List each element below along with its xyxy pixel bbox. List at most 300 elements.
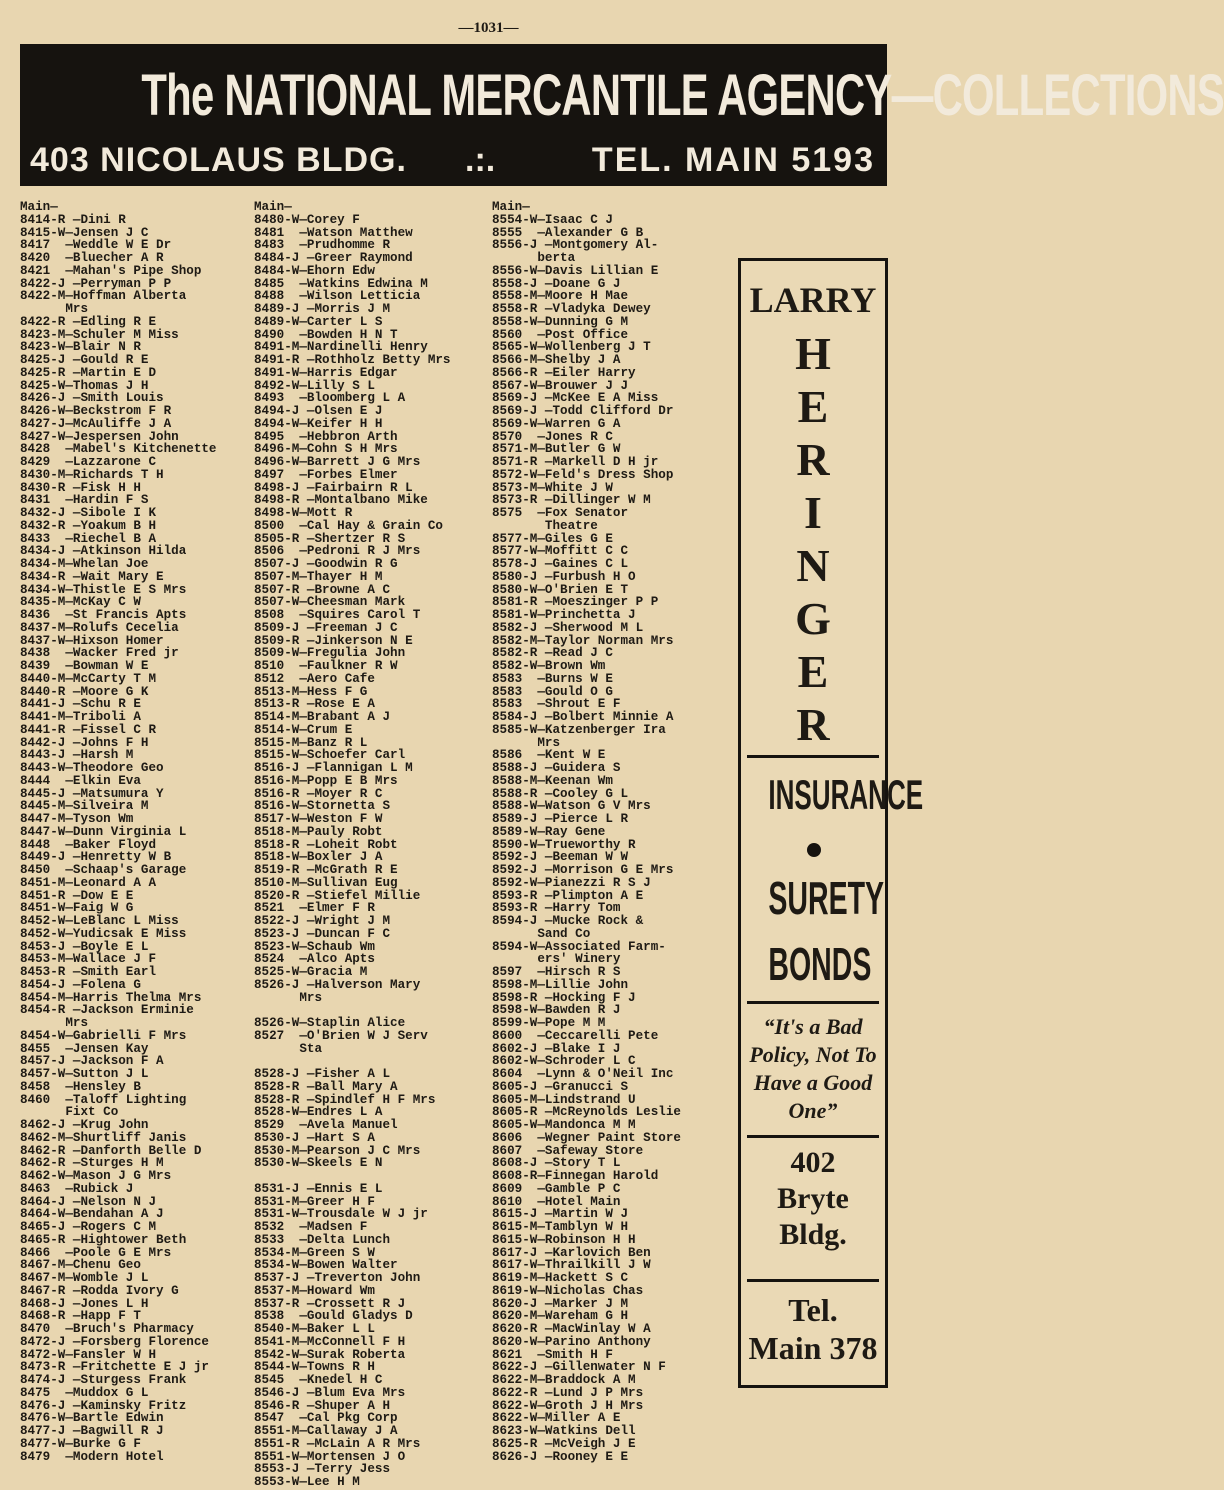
directory-entry: 8566-M—Shelby J A (492, 353, 621, 367)
directory-entry: 8472-W—Fansler W H (20, 1347, 157, 1362)
directory-entry: 8538 —Gould Gladys D (254, 1309, 413, 1324)
directory-entry: 8609 —Gamble P C (492, 1181, 621, 1196)
directory-entry: 8510-M—Sullivan Eug (254, 875, 398, 890)
directory-entry: 8493 —Bloomberg L A (254, 391, 406, 406)
directory-entry: 8463 —Rubick J (20, 1181, 134, 1196)
directory-entry: 8437-M—Rolufs Cecelia (20, 620, 179, 635)
directory-entry: 8491-W—Harris Edgar (254, 365, 398, 380)
directory-entry: 8467-M—Womble J L (20, 1271, 149, 1285)
ad-last-name-letter: H (795, 328, 831, 379)
directory-entry: 8479 —Modern Hotel (20, 1449, 164, 1464)
directory-entry: 8604 —Lynn & O'Neil Inc (492, 1067, 674, 1081)
directory-entry: 8580-J —Furbush H O (492, 569, 636, 584)
directory-entry: 8615-W—Robinson H H (492, 1232, 636, 1247)
directory-column-1 (20, 201, 247, 1463)
directory-entry: 8451-R —Dow E E (20, 888, 134, 903)
directory-entry: 8422-J —Perryman P P (20, 276, 172, 291)
column-header: Main— (20, 200, 58, 214)
directory-entry: 8546-R —Shuper A H (254, 1398, 391, 1413)
directory-entry: 8513-M—Hess F G (254, 684, 368, 699)
directory-entry: 8473-R —Fritchette E J jr (20, 1360, 209, 1375)
directory-entry: 8507-R —Browne A C (254, 582, 391, 597)
directory-entry: 8526-W—Staplin Alice (254, 1016, 406, 1030)
directory-entry: 8608-R—Finnegan Harold (492, 1169, 659, 1183)
directory-entry: 8533 —Delta Lunch (254, 1232, 391, 1247)
directory-entry: 8605-J —Granucci S (492, 1079, 629, 1094)
directory-entry: Mrs (492, 735, 561, 750)
directory-entry: 8434-M—Whelan Joe (20, 557, 149, 571)
directory-entry: 8594-J —Mucke Rock & (492, 914, 644, 928)
directory-entry: 8445-M—Silveira M (20, 799, 149, 814)
directory-entry: 8523-W—Schaub Wm (254, 939, 375, 954)
directory-entry: 8569-J —Todd Clifford Dr (492, 404, 674, 418)
directory-entry: 8434-J —Atkinson Hilda (20, 544, 187, 559)
directory-entry: 8537-J —Treverton John (254, 1271, 421, 1285)
directory-entry: 8617-J —Karlovich Ben (492, 1245, 651, 1260)
directory-entry: 8500 —Cal Hay & Grain Co (254, 518, 443, 533)
directory-entry: 8625-R —McVeigh J E (492, 1436, 636, 1451)
directory-entry: 8528-J —Fisher A L (254, 1067, 391, 1081)
ad-last-name-letter: G (795, 593, 831, 644)
directory-entry: 8551-W—Mortensen J O (254, 1449, 406, 1464)
directory-entry: 8518-W—Boxler J A (254, 850, 383, 865)
directory-entry: 8438 —Wacker Fred jr (20, 646, 179, 661)
directory-entry: 8439 —Bowman W E (20, 659, 149, 673)
directory-entry: 8422-M—Hoffman Alberta (20, 289, 187, 304)
directory-entry: 8560 —Post Office (492, 327, 629, 342)
directory-entry: 8615-J —Martin W J (492, 1207, 629, 1222)
directory-entry: 8423-M—Schuler M Miss (20, 327, 179, 342)
ad-first-name: LARRY (749, 280, 877, 320)
directory-entry: 8622-J —Gillenwater N F (492, 1360, 666, 1375)
directory-entry: 8441-M—Triboli A (20, 710, 141, 724)
directory-entry: 8430-M—Richards T H (20, 467, 164, 482)
directory-entry: 8431 —Hardin F S (20, 493, 149, 508)
directory-entry: 8602-J —Blake I J (492, 1041, 621, 1056)
directory-entry: 8462-R —Sturges H M (20, 1156, 164, 1171)
directory-entry: 8494-W—Keifer H H (254, 416, 383, 431)
directory-entry: 8460 —Taloff Lighting (20, 1092, 187, 1107)
directory-entry (254, 1170, 484, 1183)
directory-entry: 8585-W—Katzenberger Ira (492, 722, 666, 737)
directory-entry: 8452-W—Yudicsak E Miss (20, 926, 187, 941)
directory-entry: 8571-R —Markell D H jr (492, 455, 659, 469)
directory-entry: 8477-W—Burke G F (20, 1436, 141, 1451)
directory-entry: 8481 —Watson Matthew (254, 225, 413, 240)
directory-entry: 8620-W—Parino Anthony (492, 1334, 651, 1349)
directory-entry: 8462-M—Shurtliff Janis (20, 1130, 187, 1145)
directory-entry: 8592-J —Beeman W W (492, 850, 629, 865)
directory-entry: 8467-M—Chenu Geo (20, 1258, 141, 1273)
directory-entry: 8623-W—Watkins Dell (492, 1424, 636, 1438)
directory-entry: 8417 —Weddle W E Dr (20, 238, 172, 253)
directory-entry: Sta (254, 1041, 323, 1056)
directory-entry: 8508 —Squires Carol T (254, 608, 421, 622)
directory-entry: 8484-J —Greer Raymond (254, 251, 413, 265)
directory-entry: 8453-J —Boyle E L (20, 939, 149, 954)
directory-entry: 8464-J —Nelson N J (20, 1194, 157, 1209)
directory-entry: 8498-J —Fairbairn R L (254, 480, 413, 495)
directory-entry: 8558-W—Dunning G M (492, 314, 629, 329)
directory-entry: 8558-M—Moore H Mae (492, 289, 629, 304)
directory-entry: 8605-M—Lindstrand U (492, 1092, 636, 1107)
directory-entry: 8569-W—Warren G A (492, 416, 621, 431)
directory-entry: 8588-M—Keenan Wm (492, 773, 613, 788)
directory-entry: 8570 —Jones R C (492, 429, 613, 444)
ad-last-name-letter: I (804, 487, 822, 538)
directory-entry: 8619-M—Hackett S C (492, 1271, 629, 1285)
directory-entry: 8582-R —Read J C (492, 646, 613, 661)
directory-entry: 8507-M—Thayer H M (254, 569, 383, 584)
directory-entry: 8497 —Forbes Elmer (254, 467, 398, 482)
directory-entry: 8622-W—Miller A E (492, 1411, 621, 1426)
directory-entry: 8531-M—Greer H F (254, 1194, 375, 1209)
directory-entry: Mrs (20, 1016, 89, 1030)
directory-entry: 8425-W—Thomas J H (20, 378, 149, 393)
directory-entry: 8573-M—White J W (492, 480, 613, 495)
directory-entry: 8626-J —Rooney E E (492, 1449, 629, 1464)
ad-last-name-letter: N (796, 540, 830, 591)
column-header: Main— (492, 200, 530, 214)
directory-entry: 8454-R —Jackson Erminie (20, 1003, 194, 1018)
directory-entry: 8607 —Safeway Store (492, 1143, 644, 1158)
directory-entry: 8534-M—Green S W (254, 1245, 375, 1260)
directory-entry: 8532 —Madsen F (254, 1220, 368, 1234)
directory-entry: 8518-R —Loheit Robt (254, 837, 398, 852)
ad-last-name-letter: R (796, 434, 830, 485)
directory-entry: 8620-J —Marker J M (492, 1296, 629, 1311)
directory-entry: 8470 —Bruch's Pharmacy (20, 1322, 194, 1336)
directory-entry: 8537-M—Howard Wm (254, 1283, 375, 1298)
directory-entry: 8592-W—Pianezzi R S J (492, 875, 651, 890)
directory-entry: 8458 —Hensley B (20, 1079, 141, 1094)
directory-entry: 8537-R —Crossett R J (254, 1296, 406, 1311)
directory-entry: 8565-W—Wollenberg J T (492, 340, 651, 355)
directory-entry: 8515-M—Banz R L (254, 735, 368, 750)
directory-entry: 8462-W—Mason J G Mrs (20, 1169, 172, 1183)
directory-entry: 8590-W—Trueworthy R (492, 837, 636, 852)
directory-entry: 8530-W—Skeels E N (254, 1156, 383, 1171)
directory-entry: 8581-W—Princhetta J (492, 608, 636, 622)
directory-entry: 8490 —Bowden H N T (254, 327, 398, 342)
directory-entry: 8442-J —Johns F H (20, 735, 149, 750)
directory-entry: 8433 —Riechel B A (20, 531, 157, 546)
ad-bullet (807, 843, 821, 857)
directory-entry: 8528-W—Endres L A (254, 1105, 383, 1120)
directory-entry: 8514-M—Brabant A J (254, 710, 391, 724)
directory-entry: 8464-W—Bendahan A J (20, 1207, 164, 1222)
ad-divider (747, 1279, 879, 1282)
directory-entry: 8558-J —Doane G J (492, 276, 621, 291)
directory-entry: 8506 —Pedroni R J Mrs (254, 544, 421, 559)
directory-entry: 8489-W—Carter L S (254, 314, 383, 329)
banner-title: The NATIONAL MERCANTILE AGENCY—COLLECTIONS (141, 63, 1224, 128)
directory-entry: 8583 —Burns W E (492, 671, 613, 686)
directory-entry: 8483 —Prudhomme R (254, 238, 391, 253)
directory-entry: 8519-R —McGrath R E (254, 863, 398, 877)
directory-entry: 8507-W—Cheesman Mark (254, 595, 406, 610)
directory-entry: 8491-R —Rothholz Betty Mrs (254, 353, 451, 367)
directory-entry: 8515-W—Schoefer Carl (254, 748, 406, 763)
directory-entry: 8422-R —Edling R E (20, 314, 157, 329)
directory-entry: 8589-J —Pierce L R (492, 812, 629, 826)
directory-entry: 8498-R —Montalbano Mike (254, 493, 428, 508)
directory-entry: 8454-W—Gabrielli F Mrs (20, 1028, 187, 1043)
directory-entry: 8435-M—McKay C W (20, 595, 141, 610)
directory-entry: 8578-J —Gaines C L (492, 557, 629, 571)
ad-surety: SURETY (768, 872, 885, 924)
directory-entry: 8453-R —Smith Earl (20, 965, 157, 979)
directory-entry: 8528-R —Ball Mary A (254, 1079, 398, 1094)
directory-entry: 8599-W—Pope M M (492, 1016, 606, 1030)
directory-entry: 8484-W—Ehorn Edw (254, 263, 375, 278)
directory-entry: 8462-J —Krug John (20, 1118, 149, 1132)
directory-entry: 8468-R —Happ F T (20, 1309, 141, 1324)
directory-entry: 8429 —Lazzarone C (20, 455, 157, 469)
directory-entry: 8547 —Cal Pkg Corp (254, 1411, 398, 1426)
directory-entry: Theatre (492, 518, 598, 533)
directory-entry: 8444 —Elkin Eva (20, 773, 141, 788)
directory-entry: 8445-J —Matsumura Y (20, 786, 164, 801)
directory-entry: 8541-M—McConnell F H (254, 1334, 406, 1349)
directory-entry: 8582-M—Taylor Norman Mrs (492, 633, 674, 648)
directory-entry: 8451-M—Leonard A A (20, 875, 157, 890)
directory-entry: 8581-R —Moeszinger P P (492, 595, 659, 610)
directory-entry: 8597 —Hirsch R S (492, 965, 621, 979)
directory-entry: 8432-J —Sibole I K (20, 506, 157, 520)
directory-entry: 8527 —O'Brien W J Serv (254, 1028, 428, 1043)
directory-entry: 8528-R —Spindlef H F Mrs (254, 1092, 436, 1107)
directory-entry: 8555 —Alexander G B (492, 225, 644, 240)
directory-entry: 8443-W—Theodore Geo (20, 761, 164, 775)
directory-entry: 8573-R —Dillinger W M (492, 493, 651, 508)
directory-entry: 8525-W—Gracia M (254, 965, 368, 979)
ad-address-number: 402 (790, 1146, 836, 1179)
directory-entry: 8580-W—O'Brien E T (492, 582, 629, 597)
directory-entry: 8437-W—Hixson Homer (20, 633, 164, 648)
directory-entry: 8516-W—Stornetta S (254, 799, 391, 814)
directory-entry: 8498-W—Mott R (254, 506, 353, 520)
directory-entry: 8588-J —Guidera S (492, 761, 621, 775)
directory-entry: ers' Winery (492, 952, 621, 967)
directory-entry: 8518-M—Pauly Robt (254, 824, 383, 839)
directory-entry: 8454-J —Folena G (20, 977, 141, 992)
directory-entry: 8510 —Faulkner R W (254, 659, 398, 673)
directory-entry: 8512 —Aero Cafe (254, 671, 375, 686)
directory-entry: 8514-W—Crum E (254, 722, 353, 737)
directory-entry: 8605-W—Mandonca M M (492, 1118, 636, 1132)
directory-entry: 8423-W—Blair N R (20, 340, 141, 355)
directory-entry: 8584-J —Bolbert Minnie A (492, 710, 674, 724)
directory-entry: 8600 —Ceccarelli Pete (492, 1028, 659, 1043)
directory-entry: 8451-W—Faig W G (20, 901, 134, 916)
ad-tel-label: Tel. (788, 1292, 838, 1328)
directory-entry: 8465-J —Rogers C M (20, 1220, 157, 1234)
directory-entry: 8593-R —Plimpton A E (492, 888, 644, 903)
directory-entry: 8530-J —Hart S A (254, 1130, 375, 1145)
directory-entry: 8476-J —Kaminsky Fritz (20, 1398, 187, 1413)
directory-entry: 8589-W—Ray Gene (492, 824, 606, 839)
directory-entry: 8457-J —Jackson F A (20, 1054, 164, 1069)
directory-column-2 (254, 201, 484, 1489)
directory-entry: 8516-R —Moyer R C (254, 786, 383, 801)
directory-entry: 8430-R —Fisk H H (20, 480, 141, 495)
directory-entry: 8553-J —Terry Jess (254, 1462, 391, 1477)
directory-entry: 8545 —Knedel H C (254, 1373, 383, 1387)
directory-entry: 8425-R —Martin E D (20, 365, 157, 380)
ad-slogan: “It's a Bad Policy, Not To Have a Good One” (749, 1014, 877, 1123)
directory-entry: 8488 —Wilson Letticia (254, 289, 421, 304)
directory-entry: 8556-J —Montgomery Al- (492, 238, 659, 253)
directory-entry: 8496-W—Barrett J G Mrs (254, 455, 421, 469)
directory-entry: 8542-W—Surak Roberta (254, 1347, 406, 1362)
directory-entry: 8615-M—Tamblyn W H (492, 1220, 629, 1234)
directory-entry: 8582-W—Brown Wm (492, 659, 606, 673)
directory-entry: Mrs (20, 302, 89, 316)
directory-entry: 8475 —Muddox G L (20, 1385, 149, 1400)
ad-last-name-letter: E (797, 646, 829, 697)
directory-entry: 8466 —Poole G E Mrs (20, 1245, 172, 1260)
banner-subline (20, 140, 887, 180)
directory-entry: 8472-J —Forsberg Florence (20, 1334, 209, 1349)
directory-entry: 8452-W—LeBlanc L Miss (20, 914, 179, 928)
directory-entry: 8605-R —McReynolds Leslie (492, 1105, 681, 1120)
ad-address-street: Bryte (777, 1182, 849, 1215)
directory-entry: 8453-M—Wallace J F (20, 952, 157, 967)
directory-entry: 8621 —Smith H F (492, 1347, 613, 1362)
ad-telephone (741, 1291, 885, 1367)
directory-entry: 8582-J —Sherwood M L (492, 620, 644, 635)
directory-entry: 8414-R —Dini R (20, 212, 126, 227)
column-header: Main— (254, 200, 292, 214)
directory-entry: 8447-W—Dunn Virginia L (20, 824, 187, 839)
insurance-advertisement (738, 258, 924, 1388)
directory-entry: 8531-W—Trousdale W J jr (254, 1207, 428, 1222)
directory-entry: 8441-J —Schu R E (20, 697, 141, 712)
banner-separator: .:. (465, 141, 496, 179)
directory-entry: 8516-J —Flannigan L M (254, 761, 413, 775)
directory-entry: 8457-W—Sutton J L (20, 1067, 149, 1081)
directory-entry: 8465-R —Hightower Beth (20, 1232, 187, 1247)
directory-entry: 8434-W—Thistle E S Mrs (20, 582, 187, 597)
directory-entry: 8572-W—Feld's Dress Shop (492, 467, 674, 482)
directory-entry: 8523-J —Duncan F C (254, 926, 391, 941)
directory-entry: 8517-W—Weston F W (254, 812, 383, 826)
directory-entry: 8449-J —Henretty W B (20, 850, 172, 865)
directory-entry: 8476-W—Bartle Edwin (20, 1411, 164, 1426)
directory-entry: 8436 —St Francis Apts (20, 608, 187, 622)
directory-entry: 8622-W—Groth J H Mrs (492, 1398, 644, 1413)
ad-tel-number: Main 378 (748, 1330, 878, 1366)
directory-entry: 8509-W—Fregulia John (254, 646, 406, 661)
directory-entry: 8577-M—Giles G E (492, 531, 613, 546)
directory-entry: 8598-M—Lillie John (492, 977, 629, 992)
directory-entry: 8454-M—Harris Thelma Mrs (20, 990, 202, 1005)
directory-entry: 8583 —Shrout E F (492, 697, 621, 712)
directory-entry: 8556-W—Davis Lillian E (492, 263, 659, 278)
directory-entry: 8598-W—Bawden R J (492, 1003, 621, 1018)
directory-entry: 8534-W—Bowen Walter (254, 1258, 398, 1273)
directory-entry: 8441-R —Fissel C R (20, 722, 157, 737)
directory-entry: 8588-R —Cooley G L (492, 786, 629, 801)
ad-last-name-letter: E (797, 381, 829, 432)
directory-entry: 8468-J —Jones L H (20, 1296, 149, 1311)
directory-entry: 8495 —Hebbron Arth (254, 429, 398, 444)
directory-entry: 8610 —Hotel Main (492, 1194, 621, 1209)
directory-entry: 8551-M—Callaway J A (254, 1424, 398, 1438)
directory-entry: 8524 —Alco Apts (254, 952, 375, 967)
ad-last-name (741, 327, 885, 751)
ad-bonds: BONDS (768, 938, 872, 990)
directory-entry: 8467-R —Rodda Ivory G (20, 1283, 179, 1298)
directory-entry: 8617-W—Thrailkill J W (492, 1258, 651, 1273)
ad-divider (747, 1135, 879, 1138)
ad-divider (747, 1001, 879, 1004)
directory-entry: 8434-R —Wait Mary E (20, 569, 164, 584)
directory-entry: 8420 —Bluecher A R (20, 251, 164, 265)
directory-entry: 8448 —Baker Floyd (20, 837, 157, 852)
directory-entry: 8432-R —Yoakum B H (20, 518, 157, 533)
directory-entry: 8553-W—Lee H M (254, 1475, 360, 1489)
directory-entry: 8485 —Watkins Edwina M (254, 276, 428, 291)
directory-entry: 8588-W—Watson G V Mrs (492, 799, 651, 814)
directory-entry: 8569-J —McKee E A Miss (492, 391, 659, 406)
directory-entry: 8489-J —Morris J M (254, 302, 391, 316)
directory-entry: 8426-J —Smith Louis (20, 391, 164, 406)
directory-entry: 8496-M—Cohn S H Mrs (254, 442, 398, 457)
directory-entry: 8440-M—McCarty T M (20, 671, 157, 686)
directory-entry: 8593-R —Harry Tom (492, 901, 621, 916)
directory-entry: 8477-J —Bagwill R J (20, 1424, 164, 1438)
directory-entry: 8509-R —Jinkerson N E (254, 633, 413, 648)
collections-agency-banner (20, 44, 1224, 186)
directory-entry: 8598-R —Hocking F J (492, 990, 636, 1005)
directory-entry: 8443-J —Harsh M (20, 748, 134, 763)
directory-entry: 8509-J —Freeman J C (254, 620, 398, 635)
directory-entry: 8427-W—Jespersen John (20, 429, 179, 444)
directory-entry: 8462-R —Danforth Belle D (20, 1143, 202, 1158)
banner-phone: TEL. MAIN 5193 (591, 141, 875, 179)
directory-entry: 8602-W—Schroder L C (492, 1054, 636, 1069)
directory-entry: 8513-R —Rose E A (254, 697, 375, 712)
directory-entry: 8505-R —Shertzer R S (254, 531, 406, 546)
directory-entry: 8540-M—Baker L L (254, 1322, 375, 1336)
directory-entry: 8622-R —Lund J P Mrs (492, 1385, 644, 1400)
directory-entry: 8586 —Kent W E (492, 748, 606, 763)
ad-address-building: Bldg. (779, 1218, 847, 1251)
directory-entry: 8428 —Mabel's Kitchenette (20, 442, 217, 457)
ad-insurance: INSURANCE (768, 771, 924, 818)
directory-entry: 8622-M—Braddock A M (492, 1373, 636, 1387)
directory-entry: 8608-J —Story T L (492, 1156, 621, 1171)
directory-entry: 8551-R —McLain A R Mrs (254, 1436, 421, 1451)
ad-divider (747, 755, 879, 758)
directory-entry: Fixt Co (20, 1105, 119, 1120)
page-number: —1031— (458, 20, 519, 36)
directory-entry: 8520-R —Stiefel Millie (254, 888, 421, 903)
directory-entry: 8606 —Wegner Paint Store (492, 1130, 681, 1145)
directory-entry: 8494-J —Olsen E J (254, 404, 383, 418)
directory-entry: berta (492, 251, 576, 265)
directory-entry: 8440-R —Moore G K (20, 684, 149, 699)
ad-address (741, 1145, 885, 1253)
directory-entry: 8530-M—Pearson J C Mrs (254, 1143, 421, 1158)
directory-entry: 8620-R —MacWinlay W A (492, 1322, 651, 1336)
directory-entry: 8474-J —Sturgess Frank (20, 1373, 187, 1387)
directory-entry: 8575 —Fox Senator (492, 506, 629, 520)
directory-entry: 8526-J —Halverson Mary (254, 977, 421, 992)
directory-entry: 8567-W—Brouwer J J (492, 378, 629, 393)
